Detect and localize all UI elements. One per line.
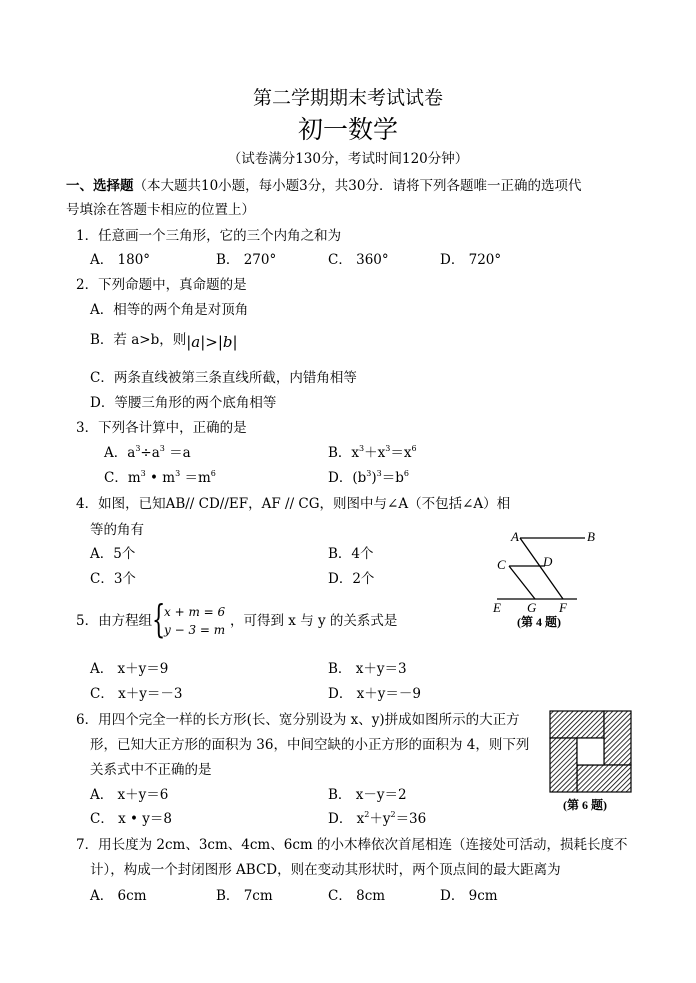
q7-option-a: A． 6cm <box>90 888 147 904</box>
q5-eq-2: y − 3 = m <box>164 623 226 637</box>
q5-pre: 5．由方程组 <box>76 613 153 629</box>
q3-d-2: ) <box>371 470 377 486</box>
q2-option-a: A．相等的两个角是对顶角 <box>90 302 249 318</box>
q3-b-3: ＝x <box>390 445 412 461</box>
q2-option-b-text: B．若 a>b，则 <box>90 332 187 348</box>
q6-d-e2: 2 <box>390 810 396 819</box>
q7-option-c: C． 8cm <box>328 888 386 904</box>
label-b: B <box>587 529 595 544</box>
q2-option-b <box>90 331 238 351</box>
q3-c-e1: 3 <box>140 469 146 478</box>
q3-b-2: ＋x <box>364 445 386 461</box>
q5-option-b: B． x＋y＝3 <box>328 661 407 677</box>
q1-option-b: B． 270° <box>216 252 277 268</box>
rect-bottom <box>577 765 631 792</box>
label-c: C <box>497 557 506 572</box>
q3-d-e3: 6 <box>403 469 409 478</box>
q7-option-b: B． 7cm <box>216 888 273 904</box>
q6-d-e1: 2 <box>364 810 370 819</box>
q3-a-e2: 3 <box>159 444 165 453</box>
q3-b-1: B．x <box>328 445 360 461</box>
figure-4-diagram <box>485 526 605 631</box>
q2-option-b-abs: |a|>|b| <box>186 333 238 351</box>
q4-option-d: D．2个 <box>328 571 375 587</box>
system-brace: { <box>152 597 166 641</box>
q3-b-e1: 3 <box>359 444 365 453</box>
q3-stem: 3．下列各计算中，正确的是 <box>76 420 247 436</box>
q3-a-e1: 3 <box>135 444 141 453</box>
line-af <box>520 538 563 599</box>
label-a: A <box>511 529 519 544</box>
q3-option-c <box>104 469 216 487</box>
q6-stem-2: 形，已知大正方形的面积为 36，中间空缺的小正方形的面积为 4，则下列 <box>90 737 530 753</box>
q3-d-3: ＝b <box>381 470 404 486</box>
q6-d-2: ＋y <box>369 811 391 827</box>
q3-c-1: C．m <box>104 470 141 486</box>
q3-a-1: A．a <box>104 445 136 461</box>
rect-right <box>604 711 631 765</box>
section-intro <box>66 177 581 195</box>
q5-post: ，可得到 x 与 y 的关系式是 <box>230 613 398 629</box>
q5-option-d: D． x＋y＝－9 <box>328 686 421 702</box>
q1-option-d: D． 720° <box>440 252 502 268</box>
q6-stem-3: 关系式中不正确的是 <box>90 762 212 778</box>
q3-option-a <box>104 444 191 462</box>
exam-title: 第二学期期末考试试卷 <box>252 87 443 109</box>
section-desc-1: （本大题共10小题，每小题3分，共30分．请将下列各题唯一正确的选项代 <box>133 178 582 194</box>
q3-c-3: ＝m <box>180 470 211 486</box>
q5-eq-1: x + m = 6 <box>164 605 226 619</box>
exam-note: （试卷满分130分，考试时间120分钟） <box>227 151 469 167</box>
q3-d-e1: 3 <box>366 469 372 478</box>
q3-a-3: ＝a <box>164 445 191 461</box>
q7-stem-1: 7．用长度为 2cm、3cm、4cm、6cm 的小木棒依次首尾相连（连接处可活动，损耗长度不 <box>76 837 628 853</box>
q3-b-e3: 6 <box>411 444 417 453</box>
q3-c-e2: 3 <box>175 469 181 478</box>
q3-c-e3: 6 <box>210 469 216 478</box>
q4-stem-1: 4．如图，已知AB// CD//EF，AF // CG，则图中与∠A（不包括∠A）相 <box>76 496 511 512</box>
q4-option-b: B．4个 <box>328 546 374 562</box>
q2-stem: 2．下列命题中，真命题的是 <box>76 277 247 293</box>
figure-4-caption: (第 4 题) <box>517 615 561 629</box>
rect-top <box>550 711 604 738</box>
q5-option-c: C． x＋y＝－3 <box>90 686 183 702</box>
q3-c-2: • m <box>145 470 176 486</box>
q6-stem-1: 6．用四个完全一样的长方形(长、宽分别设为 x、y)拼成如图所示的大正方 <box>76 712 520 728</box>
figure-6-caption: (第 6 题) <box>563 798 607 812</box>
q1-stem: 1．任意画一个三角形，它的三个内角之和为 <box>76 228 342 244</box>
q6-option-c: C． x • y＝8 <box>90 811 172 827</box>
q7-option-d: D． 9cm <box>440 888 498 904</box>
q3-d-e2: 3 <box>376 469 382 478</box>
rect-left <box>550 738 577 792</box>
q6-option-d <box>328 810 426 828</box>
label-f: F <box>559 600 567 615</box>
label-e: E <box>493 600 501 615</box>
q3-option-b <box>328 444 417 462</box>
figure-6-diagram <box>549 710 633 794</box>
q6-option-a: A． x＋y＝6 <box>90 787 169 803</box>
q3-b-e2: 3 <box>385 444 391 453</box>
q7-stem-2: 计），构成一个封闭图形 ABCD，则在变动其形状时，两个顶点间的最大距离为 <box>90 862 561 878</box>
q3-option-d <box>328 469 409 487</box>
q4-stem-2: 等的角有 <box>90 522 144 538</box>
exam-subject: 初一数学 <box>297 115 398 144</box>
q4-option-a: A．5个 <box>90 546 136 562</box>
q3-a-2: ÷a <box>140 445 160 461</box>
q5-option-a: A． x＋y＝9 <box>90 661 169 677</box>
q2-option-d: D．等腰三角形的两个底角相等 <box>90 395 277 411</box>
label-d: D <box>543 554 553 569</box>
q4-option-c: C．3个 <box>90 571 136 587</box>
center-square <box>577 738 604 765</box>
q6-option-b: B． x－y＝2 <box>328 787 407 803</box>
q2-option-c: C．两条直线被第三条直线所截，内错角相等 <box>90 370 357 386</box>
q1-option-c: C． 360° <box>328 252 389 268</box>
label-g: G <box>527 600 537 615</box>
q6-d-1: D． x <box>328 811 365 827</box>
q6-d-3: ＝36 <box>395 811 427 827</box>
section-desc-2: 号填涂在答题卡相应的位置上） <box>66 202 255 218</box>
section-label: 一、选择题 <box>66 178 134 194</box>
q3-d-1: D．(b <box>328 470 367 486</box>
q1-option-a: A． 180° <box>90 252 151 268</box>
line-cg <box>509 566 535 599</box>
